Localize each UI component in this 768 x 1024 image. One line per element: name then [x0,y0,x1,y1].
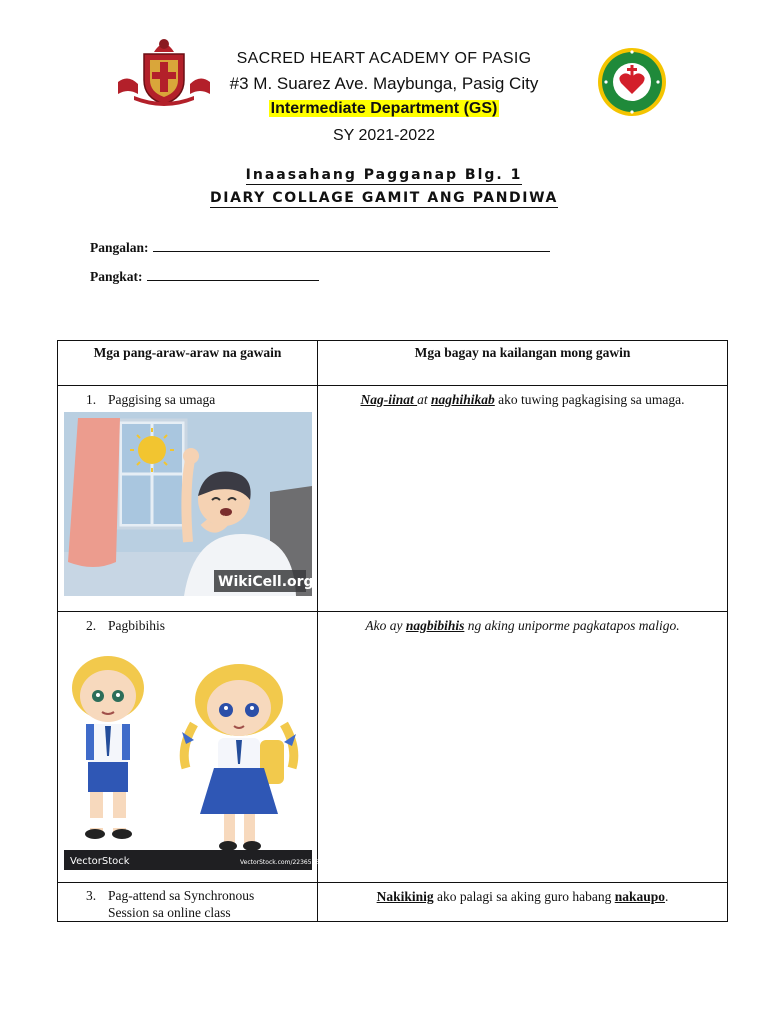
school-name: SACRED HEART ACADEMY OF PASIG [236,50,532,67]
sentence-middle: ako palagi sa aking guro habang [433,889,615,904]
activity-label [108,887,254,921]
name-label: Pangalan: [90,240,149,255]
activity-label-line1: Pag-attend sa Synchronous [108,888,255,903]
verb-underlined: nagbibihis [405,618,465,633]
section-label: Pangkat: [90,269,143,284]
task-subtitle [120,190,648,206]
activity-cell [58,612,324,883]
activity-label: Pagbibihis [108,618,166,633]
name-field[interactable] [90,239,550,256]
activity-item [86,618,317,634]
school-crest-logo [114,36,214,108]
table-row [58,883,728,922]
activity-label-line2: Session sa online class [108,905,231,920]
name-blank-line[interactable] [153,239,550,252]
sentence-rest: ako tuwing pagkagising sa umaga. [494,392,685,407]
activity-number: 3. [86,888,97,903]
watermark-wikicell: WikiCell.org [218,574,314,590]
activity-number: 1. [86,392,97,407]
sentence-cell [318,612,728,883]
sentence-text [318,392,727,408]
verb-underlined: Nakikinig [376,889,434,904]
task-title [120,167,648,183]
dressing-up-illustration [64,638,324,870]
table-row [58,386,728,612]
section-field[interactable] [90,268,319,285]
school-seal-logo [596,46,668,118]
sentence-cell [318,883,728,922]
watermark-vectorstock: VectorStock [70,856,130,867]
sentence-text [318,889,727,905]
activity-cell [58,883,318,922]
table-header-row [58,341,728,386]
activity-item [86,392,317,408]
watermark-vectorstock-id: VectorStock.com/22365260 [240,859,324,866]
verb-underlined: nakaupo [614,889,666,904]
school-address: #3 M. Suarez Ave. Maybunga, Pasig City [229,74,539,93]
activity-cell [58,386,318,612]
sentence-text [318,618,727,634]
waking-up-illustration [64,412,312,596]
header-sentences: Mga bagay na kailangan mong gawin [318,341,728,386]
activity-label: Paggising sa umaga [108,392,216,407]
school-year: SY 2021-2022 [332,127,435,144]
verb-underlined: naghihikab [431,392,495,407]
header-activities: Mga pang-araw-araw na gawain [58,341,318,386]
sentence-conjunction: at [417,392,432,407]
section-blank-line[interactable] [147,268,319,281]
table-row [58,612,728,883]
task-title-text: Inaasahang Pagganap Blg. 1 [245,167,523,183]
department-highlight: Intermediate Department (GS) [270,100,498,117]
verb-underlined: Nag-iinat [360,392,418,407]
sentence-end: . [665,889,669,904]
sentence-cell [318,386,728,612]
diary-table [57,340,728,922]
activity-item [86,887,317,921]
sentence-start: Ako ay [365,618,406,633]
department [180,100,588,118]
task-subtitle-text: DIARY COLLAGE GAMIT ANG PANDIWA [210,190,558,206]
sentence-rest: ng aking uniporme pagkatapos maligo. [464,618,680,633]
activity-number: 2. [86,618,97,633]
